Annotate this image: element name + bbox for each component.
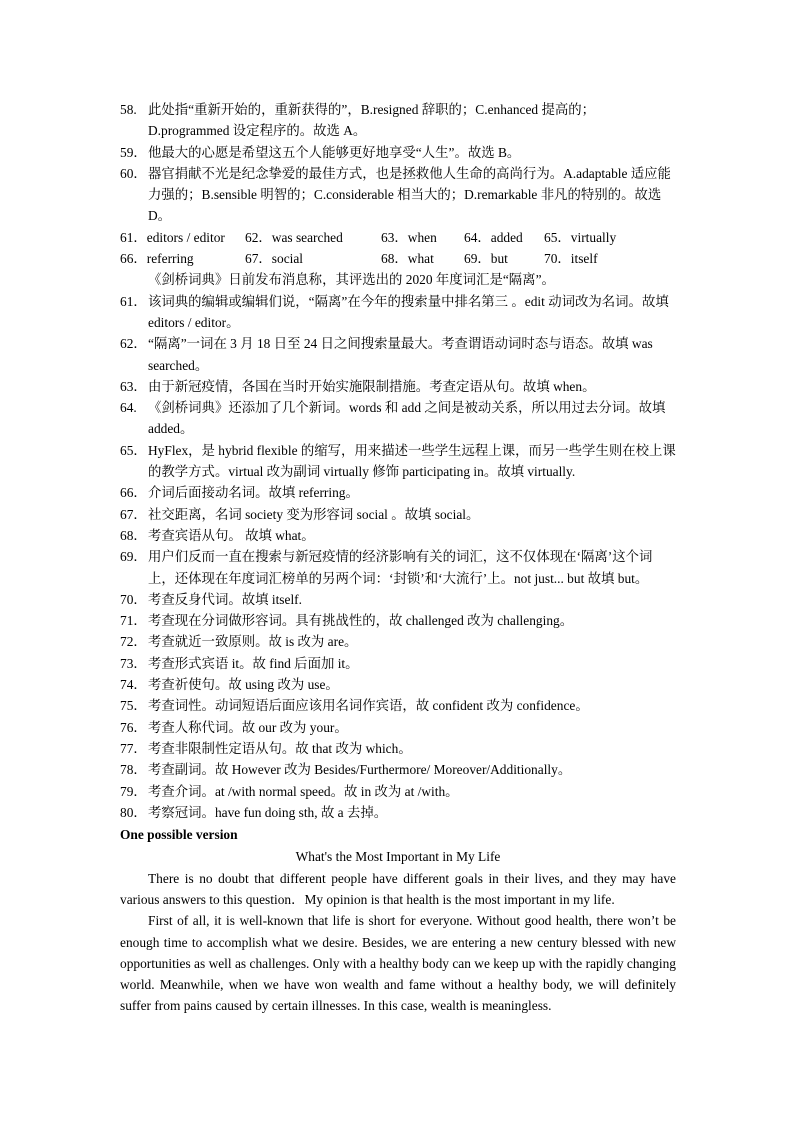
item-text: 此处指“重新开始的，重新获得的”，B.resigned 辞职的；C.enhanced 提高的；D.programmed 设定程序的。故选 A。 — [148, 102, 596, 139]
item-text: 考察冠词。have fun doing sth, 故 a 去掉。 — [148, 804, 388, 820]
explanation-item-77 — [120, 738, 676, 759]
item-text: 考查词性。动词短语后面应该用名词作宾语，故 confident 改为 confidence。 — [148, 698, 589, 714]
item-text: 考查副词。故 However 改为 Besides/Furthermore/ Moreover/Additionally。 — [148, 762, 572, 778]
item-number: 75． — [120, 698, 147, 714]
explanations-list — [120, 291, 676, 823]
item-number: 62． — [120, 336, 147, 352]
answer-key-content — [120, 99, 676, 1017]
explanation-item-61 — [120, 291, 676, 334]
item-text: HyFlex，是 hybrid flexible 的缩写，用来描述一些学生远程上课，而另一些学生则在校上课的教学方式。virtual 改为副词 virtually 修饰 participating in。故填 virtually. — [148, 442, 676, 480]
answer-65: 65．virtually — [544, 229, 617, 245]
explanation-item-69 — [120, 546, 676, 589]
item-text: 考查人称代词。故 our 改为 your。 — [148, 719, 348, 735]
answer-item-60 — [120, 163, 676, 227]
answers-row-1 — [120, 227, 676, 248]
explanation-item-71 — [120, 610, 676, 631]
item-text: 社交距离，名词 society 变为形容词 social 。故填 social。 — [148, 506, 480, 522]
item-text: 考查现在分词做形容词。具有挑战性的，故 challenged 改为 challenging。 — [148, 613, 574, 629]
passage-intro: 《剑桥词典》日前发布消息称，其评选出的 2020 年度词汇是“隔离”。 — [148, 272, 555, 288]
answer-69: 69．but — [464, 251, 508, 267]
item-text: 考查介词。at /with normal speed。故 in 改为 at /with。 — [148, 783, 459, 799]
item-number: 67． — [120, 506, 147, 522]
item-number: 70． — [120, 591, 147, 607]
answer-61: 61．editors / editor — [120, 229, 225, 245]
explanation-item-65 — [120, 440, 676, 483]
essay-title: What's the Most Important in My Life — [295, 849, 501, 865]
item-number: 74． — [120, 677, 147, 693]
item-text: 由于新冠疫情，各国在当时开始实施限制措施。考查定语从句。故填 when。 — [148, 378, 596, 394]
explanation-item-67 — [120, 504, 676, 525]
essay-paragraph-2: First of all, it is well-known that life is short for everyone. Without good health, there won’t be enough time to accomplish what we desire. Besides, we are entering a new century blessed with new opportunities as well as challenges. Only with a healthy body can we keep up with the rapidly changing world. Meanwhile, when we have won wealth and fame without a healthy body, we will definitely suffer from pains caused by certain illnesses. In this case, wealth is meaningless. — [120, 913, 676, 1014]
item-text: 考查形式宾语 it。故 find 后面加 it。 — [148, 655, 359, 671]
item-number: 66． — [120, 485, 147, 501]
section-heading: One possible version — [120, 827, 238, 843]
item-number: 64. — [120, 400, 137, 416]
explanation-item-79 — [120, 781, 676, 802]
item-text: 该词典的编辑或编辑们说，“隔离”在今年的搜索量中排名第三 。edit 动词改为名词。故填 editors / editor。 — [148, 293, 669, 330]
explanation-item-76 — [120, 717, 676, 738]
item-number: 63． — [120, 378, 147, 394]
item-number: 80． — [120, 804, 147, 820]
explanation-item-70 — [120, 589, 676, 610]
answer-70: 70．itself — [544, 251, 598, 267]
explanation-item-74 — [120, 674, 676, 695]
item-number: 77． — [120, 740, 147, 756]
item-number: 60． — [120, 165, 147, 181]
explanation-item-80 — [120, 802, 676, 823]
item-text: 介词后面接动名词。故填 referring。 — [148, 485, 359, 501]
answer-64: 64．added — [464, 229, 523, 245]
item-number: 76． — [120, 719, 147, 735]
answer-67: 67．social — [245, 251, 304, 267]
item-text: 考查反身代词。故填 itself. — [148, 591, 302, 607]
item-number: 69． — [120, 549, 147, 565]
explanation-item-78 — [120, 759, 676, 780]
answer-item-59 — [120, 142, 676, 163]
explanation-item-63 — [120, 376, 676, 397]
item-number: 65． — [120, 442, 147, 458]
explanation-item-75 — [120, 695, 676, 716]
item-text: 他最大的心愿是希望这五个人能够更好地享受“人生”。故选 B。 — [148, 144, 521, 160]
answer-66: 66．referring — [120, 251, 194, 267]
item-text: 考查祈使句。故 using 改为 use。 — [148, 677, 339, 693]
item-text: 考查非限制性定语从句。故 that 改为 which。 — [148, 740, 412, 756]
item-number: 61． — [120, 293, 147, 309]
item-number: 71． — [120, 613, 147, 629]
item-number: 68． — [120, 527, 147, 543]
answer-68: 68．what — [381, 251, 434, 267]
item-number: 59． — [120, 144, 147, 160]
essay-paragraph-1: There is no doubt that different people have different goals in their lives, and they may have various answers to this question．My opinion is that health is the most important in my life. — [120, 870, 676, 907]
item-text: 考查就近一致原则。故 is 改为 are。 — [148, 634, 358, 650]
explanation-item-72 — [120, 631, 676, 652]
item-number: 73． — [120, 655, 147, 671]
item-number: 78． — [120, 762, 147, 778]
explanation-item-73 — [120, 653, 676, 674]
item-number: 79． — [120, 783, 147, 799]
item-text: 用户们反而一直在搜索与新冠疫情的经济影响有关的词汇，这不仅体现在‘隔离’这个词上，还体现在年度词汇榜单的另两个词：‘封锁’和‘大流行’上。not just... but 故填 but。 — [148, 549, 653, 586]
explanation-item-64 — [120, 397, 676, 440]
item-text: 考查宾语从句。 故填 what。 — [148, 527, 315, 543]
explanation-item-66 — [120, 482, 676, 503]
item-text: 器官捐献不光是纪念挚爱的最佳方式，也是拯救他人生命的高尚行为。A.adaptable 适应能力强的；B.sensible 明智的；C.considerable 相当大的；D.remarkable 非凡的特别的。故选 D。 — [148, 165, 671, 224]
answer-63: 63．when — [381, 229, 437, 245]
explanation-item-62 — [120, 333, 676, 376]
item-number: 72． — [120, 634, 147, 650]
answer-item-58 — [120, 99, 676, 142]
item-text: 《剑桥词典》还添加了几个新词。words 和 add 之间是被动关系，所以用过去分词。故填 added。 — [148, 400, 666, 437]
item-number: 58. — [120, 102, 137, 117]
item-text: “隔离”一词在 3 月 18 日至 24 日之间搜索量最大。考查谓语动词时态与语态。故填 was searched。 — [148, 336, 653, 373]
answer-62: 62．was searched — [245, 229, 343, 245]
answers-row-2 — [120, 248, 676, 269]
explanation-item-68 — [120, 525, 676, 546]
